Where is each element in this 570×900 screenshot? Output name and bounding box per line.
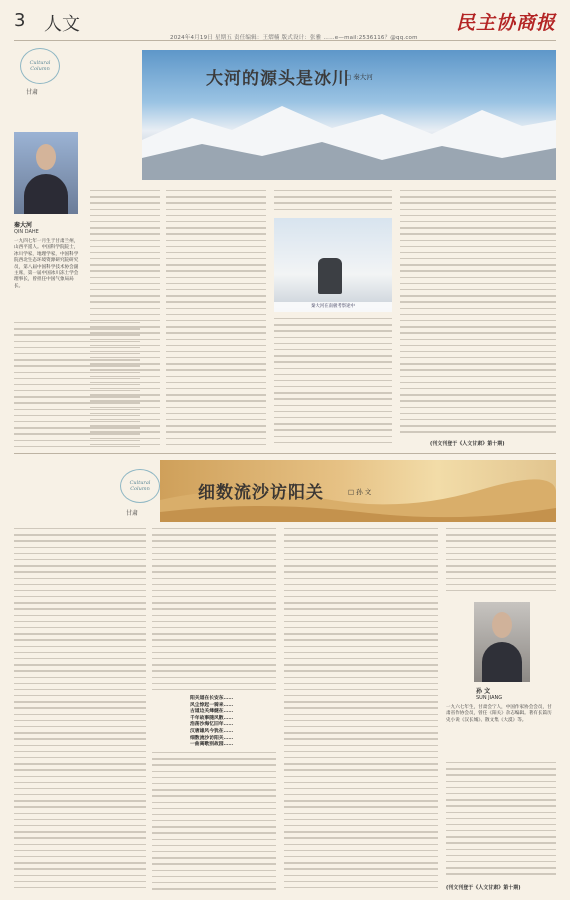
poem-line: 细数流沙访阳关…… [190, 734, 234, 741]
article-text-column [284, 528, 438, 890]
author-bio: 一九六七年生，甘肃会宁人，中国作家协会会员，甘肃省作协会员，曾任《阳关》杂志编辑。著有长篇历史小说《汉长城》、散文集《大漠》等。 [446, 705, 552, 723]
article-text-column [446, 528, 556, 596]
column-badge: Cultural Column [20, 48, 60, 84]
poem-block [190, 695, 270, 748]
photo-caption: 秦大河在南极考察途中 [274, 302, 392, 312]
article-divider [14, 453, 556, 454]
antarctica-photo [274, 218, 392, 312]
poem-line: 千年故事随风散…… [190, 714, 234, 721]
issue-meta: 2024年4月19日 星期五 责任编辑：王熠楠 版式设计：张雅 ……e—mail:2536116？@qq.com [170, 35, 418, 41]
author-sidebar [446, 602, 556, 724]
column-badge: Cultural Column [120, 469, 160, 503]
poem-line: 风尘惊起一骑来…… [190, 701, 234, 708]
continued-note: (刊文刊登于《人文甘肃》第十期) [446, 885, 521, 891]
article-text-column [274, 190, 392, 214]
poem-line: 汉唐雄风今犹在…… [190, 727, 234, 734]
poem-line: 一曲离歌别故园…… [190, 741, 234, 748]
article-text-column [274, 318, 392, 448]
article-text-column [14, 528, 146, 890]
author-portrait [14, 132, 78, 214]
poem-line: 阳关道在长安东…… [190, 695, 234, 701]
author-sidebar [14, 48, 82, 318]
article-text-column [14, 322, 140, 448]
article-byline: □ 孙 文 [348, 488, 372, 496]
section-name: 人文 [44, 14, 80, 35]
article-text-column [166, 190, 266, 448]
article-title: 大河的源头是冰川 [206, 69, 350, 89]
article-text-column [152, 528, 276, 690]
article-text-column [446, 762, 556, 882]
article-title: 细数流沙访阳关 [198, 483, 324, 503]
newspaper-logo: 民主协商报 [455, 12, 556, 34]
column-badge-label: 甘肃 [26, 89, 39, 96]
author-pinyin: SUN JIANG [476, 695, 503, 701]
author-bio: 一九四七年一月生于甘肃兰州，山西平遥人。中国科学院院士，冰川学家，地理学家，中国科学院西北生态环境资源研究院研究员，第八届中国科学技术协会副主席，第一届中国冰川冻土学会理事长，曾担任中国气象局局长。 [14, 239, 79, 289]
author-name: 秦大河 [14, 222, 33, 229]
article-text-column [400, 190, 556, 438]
header-rule [14, 40, 556, 41]
article-text-column [152, 752, 276, 890]
article-byline: □ 秦大河 [345, 73, 373, 81]
poem-line: 古道边关烽燧在…… [190, 708, 234, 715]
page-header [0, 0, 570, 42]
author-pinyin: QIN DAHE [14, 229, 39, 235]
column-badge-label: 甘肃 [126, 510, 139, 517]
page-number: 3 [14, 10, 26, 31]
poem-line: 浩荡沙海忆旧年…… [190, 721, 234, 728]
author-portrait [474, 602, 530, 682]
continued-note: (刊文刊登于《人文甘肃》第十期) [430, 441, 505, 447]
author-name: 孙 文 [476, 688, 491, 695]
